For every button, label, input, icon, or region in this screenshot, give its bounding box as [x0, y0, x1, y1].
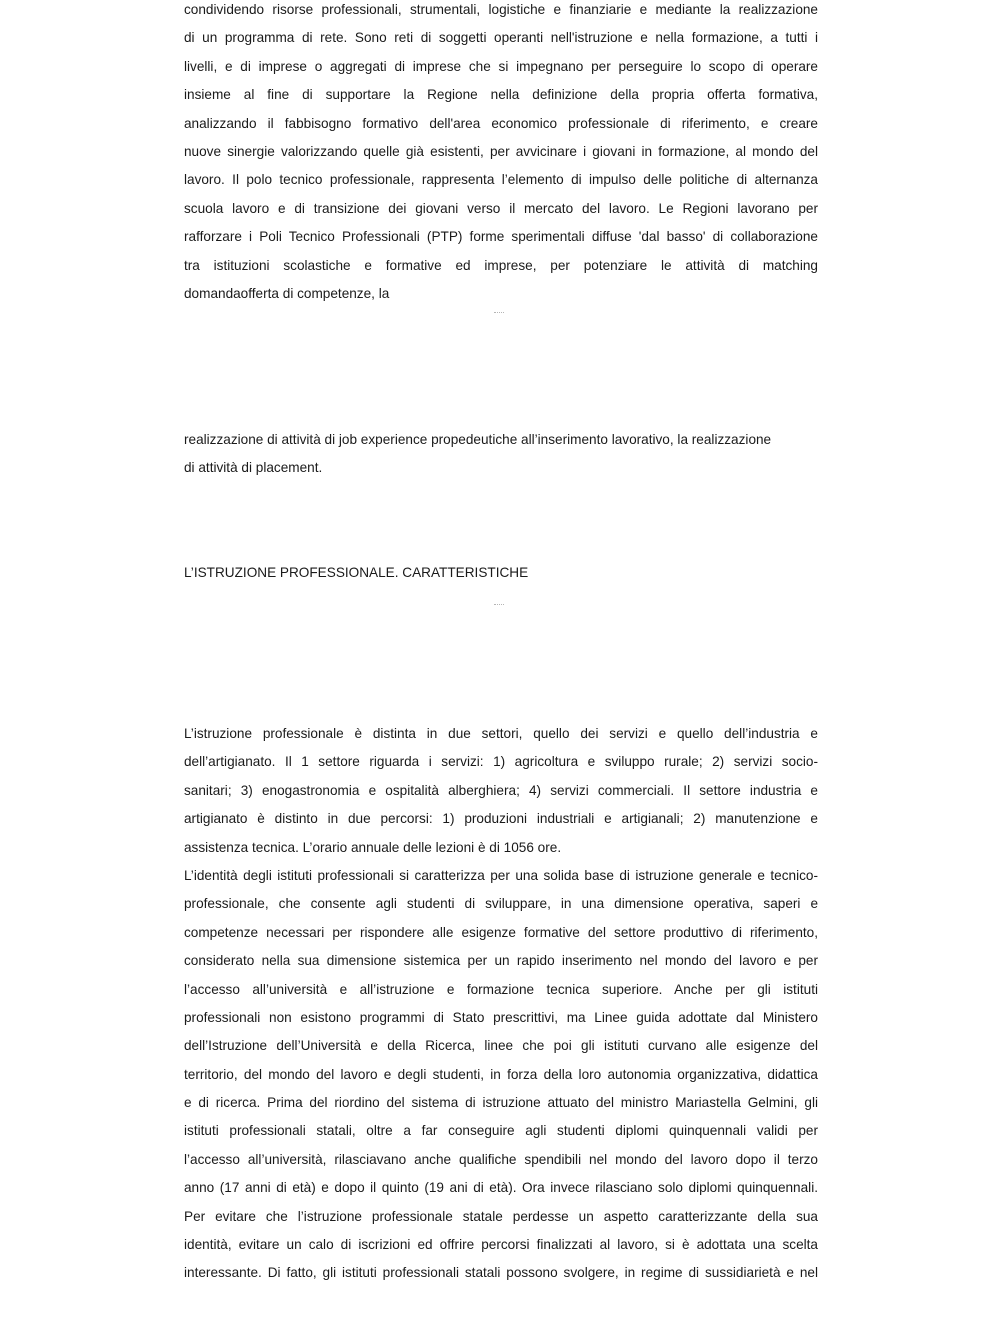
text-line: rafforzare i Poli Tecnico Professionali (PTP) forme sperimentali diffuse 'dal basso' di collaborazione — [184, 229, 818, 245]
text-line: insieme al fine di supportare la Regione nella definizione della propria offerta formativa, — [184, 87, 818, 103]
text-line: di un programma di rete. Sono reti di soggetti operanti nell'istruzione e nella formazione, a tutti i — [184, 30, 818, 46]
text-line: territorio, del mondo del lavoro e degli studenti, in forza della loro autonomia organizzativa, didattica — [184, 1066, 818, 1082]
text-line: sanitari; 3) enogastronomia e ospitalità alberghiera; 4) servizi commerciali. Il settore industria e — [184, 782, 818, 798]
text-line: considerato nella sua dimensione sistemica per un rapido inserimento nel mondo del lavoro e per — [184, 953, 818, 969]
text-line: professionale, che consente agli studenti di sviluppare, in una dimensione operativa, saperi e — [184, 896, 818, 912]
page-break-marker — [494, 604, 504, 607]
text-line: scuola lavoro e di transizione dei giovani verso il mercato del lavoro. Le Regioni lavorano per — [184, 200, 818, 216]
text-line: lavoro. Il polo tecnico professionale, rappresenta l’elemento di impulso delle politiche di alternanza — [184, 172, 818, 188]
paragraph-poli-tecnico — [184, 0, 818, 308]
text-line: professionali non esistono programmi di Stato prescrittivi, ma Linee guida adottate dal Ministero — [184, 1009, 818, 1025]
paragraph-istruzione-professionale — [184, 720, 818, 1288]
text-line: competenze necessari per rispondere alle esigenze formative del settore produttivo di riferimento, — [184, 924, 818, 940]
text-line: tra istituzioni scolastiche e formative ed imprese, per potenziare le attività di matching — [184, 257, 818, 273]
text-line: L’identità degli istituti professionali si caratterizza per una solida base di istruzione generale e tecnico- — [184, 867, 818, 883]
text-line: di attività di placement. — [184, 460, 323, 476]
text-line: analizzando il fabbisogno formativo dell'area economico professionale di riferimento, e creare — [184, 115, 818, 131]
text-line: l’accesso all’università e all’istruzione e formazione tecnica superiore. Anche per gli istituti — [184, 981, 818, 997]
text-line: Per evitare che l’istruzione professionale statale perdesse un aspetto caratterizzante della sua — [184, 1208, 818, 1224]
text-line: L’istruzione professionale è distinta in due settori, quello dei servizi e quello dell’industria e — [184, 726, 818, 741]
text-line: assistenza tecnica. L’orario annuale delle lezioni è di 1056 ore. — [184, 839, 562, 855]
text-line: domandaofferta di competenze, la — [184, 285, 390, 301]
text-line: condividendo risorse professionali, strumentali, logistiche e finanziarie e mediante la realizzazione — [184, 2, 818, 17]
text-line: dell’artigianato. Il 1 settore riguarda i servizi: 1) agricoltura e sviluppo rurale; 2) servizi socio- — [184, 754, 818, 770]
section-heading: L’ISTRUZIONE PROFESSIONALE. CARATTERISTICHE — [184, 565, 529, 580]
text-line: artigianato è distinto in due percorsi: 1) produzioni industriali e artigianali; 2) manutenzione e — [184, 811, 818, 827]
text-line: interessante. Di fatto, gli istituti professionali statali possono svolgere, in regime di sussidiarietà e nel — [184, 1265, 818, 1281]
text-line: livelli, e di imprese o aggregati di imprese che si impegnano per perseguire lo scopo di operare — [184, 58, 818, 74]
text-line: l’accesso all’università, rilasciavano anche qualifiche spendibili nel mondo del lavoro dopo il terzo — [184, 1151, 818, 1167]
text-line: e di ricerca. Prima del riordino del sistema di istruzione attuato del ministro Mariastella Gelmini, gli — [184, 1095, 818, 1111]
paragraph-job-experience — [184, 426, 818, 483]
text-line: dell’Istruzione dell’Università e della Ricerca, linee che poi gli istituti curvano alle esigenze del — [184, 1038, 818, 1054]
text-line: istituti professionali statali, oltre a far conseguire agli studenti diplomi quinquennali validi per — [184, 1123, 818, 1139]
text-line: anno (17 anni di età) e dopo il quinto (19 ani di età). Ora invece rilasciano solo diplomi quinquennali. — [184, 1180, 818, 1196]
text-line: identità, evitare un calo di iscrizioni ed offrire percorsi finalizzati al lavoro, si è adottata una scelta — [184, 1237, 818, 1253]
text-line: realizzazione di attività di job experience propedeutiche all’inserimento lavorativo, la realizzazione — [184, 432, 772, 447]
page-break-marker — [494, 312, 504, 315]
text-line: nuove sinergie valorizzando quelle già esistenti, per avvicinare i giovani in formazione, al mondo del — [184, 143, 818, 159]
